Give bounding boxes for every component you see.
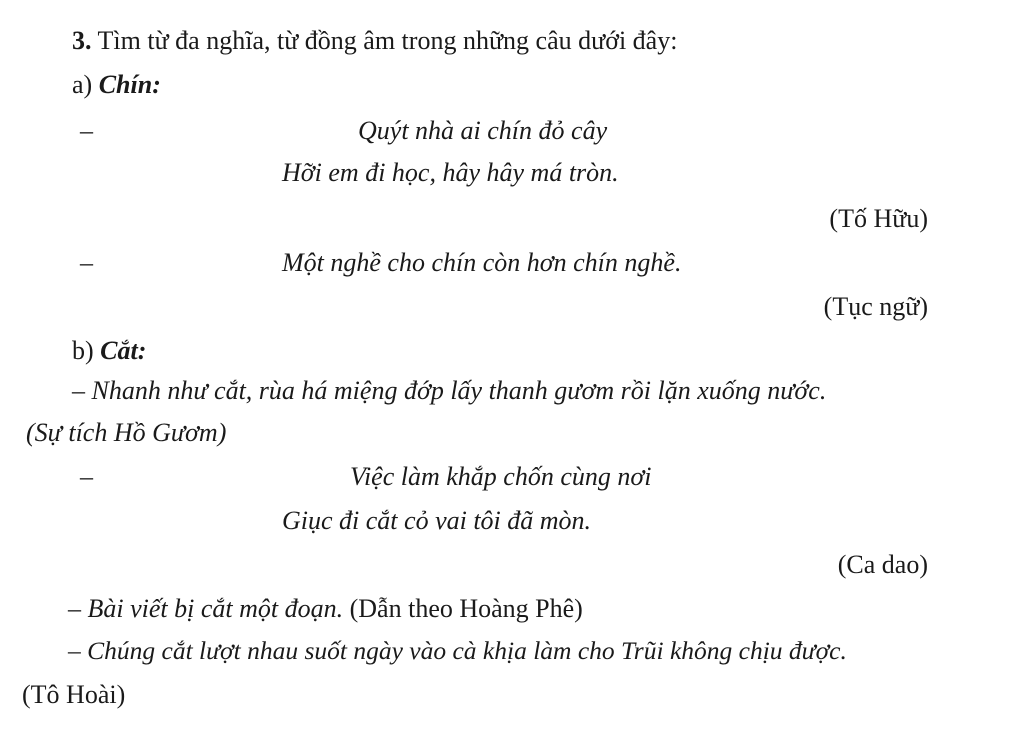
part-a-ex2-source: (Tục ngữ): [823, 292, 928, 321]
part-b-ex2-line1: Việc làm khắp chốn cùng nơi: [350, 462, 652, 491]
part-a-heading: [72, 72, 161, 98]
part-a-word: Chín:: [98, 70, 161, 99]
part-b-ex3-text: – Bài viết bị cắt một đoạn.: [68, 594, 344, 623]
part-b-ex1-text: – Nhanh như cắt, rùa há miệng đớp lấy thanh gươm rồi lặn xuống nước.: [72, 376, 827, 405]
part-b-heading: [72, 338, 146, 364]
part-a-ex1-source: (Tố Hữu): [829, 204, 928, 233]
part-b-ex2-line2: Giục đi cắt cỏ vai tôi đã mòn.: [282, 506, 592, 535]
part-b-ex2-dash: –: [80, 462, 93, 491]
part-a-ex2-line1: Một nghề cho chín còn hơn chín nghề.: [282, 248, 682, 277]
part-b-ex4-source: (Tô Hoài): [22, 680, 126, 709]
exercise-heading: [72, 28, 677, 54]
exercise-instruction: Tìm từ đa nghĩa, từ đồng âm trong những câu dưới đây:: [97, 26, 678, 55]
part-b-ex2-source: (Ca dao): [837, 550, 928, 579]
part-a-ex1-line1: Quýt nhà ai chín đỏ cây: [358, 116, 608, 145]
part-b-ex4-text: – Chúng cắt lượt nhau suốt ngày vào cà khịa làm cho Trũi không chịu được.: [68, 636, 847, 665]
part-b-word: Cắt:: [100, 336, 147, 365]
exercise-number: 3.: [72, 26, 92, 55]
part-a-ex1-line2: Hỡi em đi học, hây hây má tròn.: [282, 158, 619, 187]
part-b-ex3: [68, 596, 583, 622]
part-b-label: b): [72, 336, 94, 365]
part-a-ex1-dash: –: [80, 116, 93, 145]
part-a-ex2-dash: –: [80, 248, 93, 277]
part-b-ex1-source: (Sự tích Hồ Gươm): [26, 418, 227, 447]
part-a-label: a): [72, 70, 93, 99]
part-b-ex3-source: (Dẫn theo Hoàng Phê): [349, 594, 583, 623]
